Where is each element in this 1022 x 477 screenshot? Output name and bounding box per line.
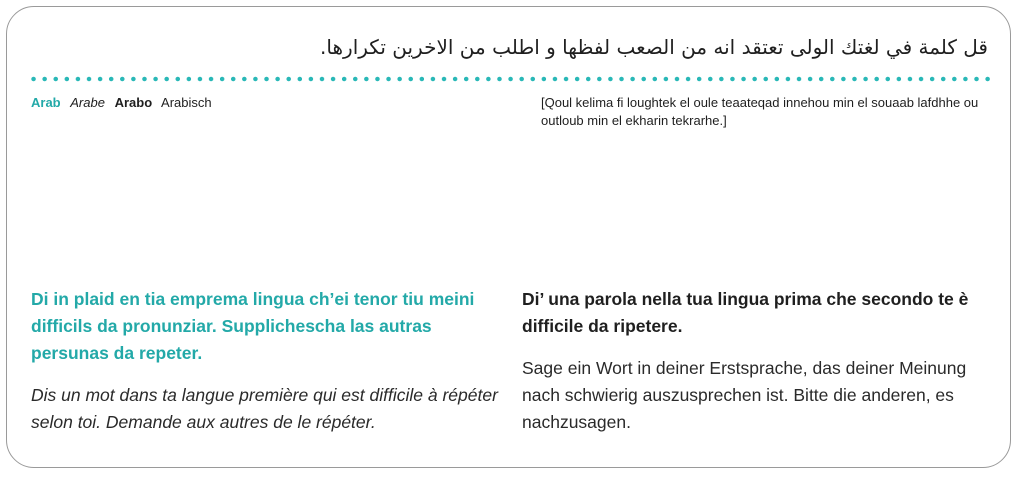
transliteration-text: [Qoul kelima fi loughtek el oule teaateqad innehou min el souaab lafdhhe ou outloub min el ekharin tekrarhe.]	[541, 95, 979, 128]
german-translation: Sage ein Wort in deiner Erstsprache, das deiner Meinung nach schwierig auszusprechen ist. Bitte die anderen, es nachzusagen.	[522, 358, 967, 432]
language-name-french: Arabe	[70, 95, 105, 110]
right-translations-column	[522, 286, 997, 436]
language-name-italian: Arabo	[114, 95, 153, 110]
language-names-row	[31, 94, 218, 111]
language-name-romansh: Arab	[31, 95, 61, 110]
italian-translation: Di’ una parola nella tua lingua prima che secondo te è difficile da ripetere.	[522, 289, 969, 336]
french-translation: Dis un mot dans ta langue première qui est difficile à répéter selon toi. Demande aux autres de le répéter.	[31, 385, 498, 432]
arabic-prompt: قل كلمة في لغتك الولى تعتقد انه من الصعب لفظها و اطلب من الاخرين تكرارها.	[320, 35, 988, 59]
dotted-divider	[28, 76, 994, 82]
language-name-german: Arabisch	[161, 95, 212, 110]
left-translations-column	[31, 286, 506, 436]
romansh-translation: Di in plaid en tia emprema lingua ch’ei tenor tiu meini difficils da pronunziar. Supplichescha las autras persunas da repeter.	[31, 289, 475, 363]
